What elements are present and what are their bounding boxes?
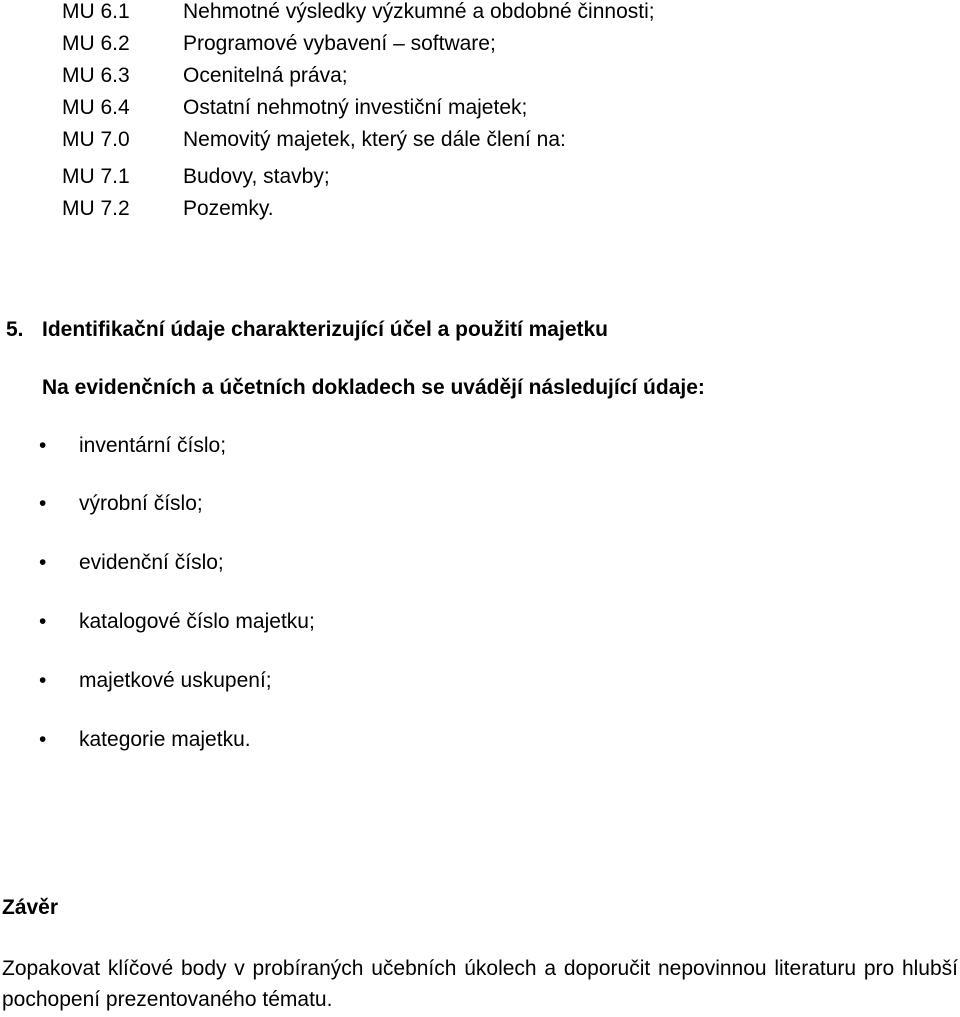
list-item-text: evidenční číslo; [79,551,224,574]
mu-code: MU 7.2 [62,197,130,220]
bullet-icon: • [39,434,47,457]
list-item-text: katalogové číslo majetku; [79,610,315,633]
list-item-text: výrobní číslo; [79,492,203,515]
mu-code: MU 6.4 [62,96,130,119]
mu-code: MU 6.1 [62,0,130,23]
bullet-icon: • [39,610,47,633]
mu-code: MU 6.2 [62,32,130,55]
mu-description: Nemovitý majetek, který se dále člení na: [183,128,566,151]
mu-description: Pozemky. [183,197,274,220]
list-item-text: kategorie majetku. [79,728,251,751]
list-item-text: inventární číslo; [79,434,227,457]
bullet-icon: • [39,728,47,751]
conclusion-paragraph: Zopakovat klíčové body v probíraných učebních úkolech a doporučit nepovinnou literaturu pro hlubší pochopení prezentovaného tématu. [2,957,958,1011]
bullet-icon: • [39,551,47,574]
section-5-heading [6,316,608,344]
section-number: 5. [6,318,24,341]
mu-description: Ocenitelná práva; [183,64,348,87]
mu-description: Nehmotné výsledky výzkumné a obdobné činnosti; [183,0,655,23]
mu-code: MU 7.1 [62,165,130,188]
mu-description: Budovy, stavby; [183,165,330,188]
mu-code: MU 7.0 [62,128,130,151]
section-intro: Na evidenčních a účetních dokladech se uvádějí následující údaje: [42,376,705,399]
bullet-icon: • [39,669,47,692]
list-item-text: majetkové uskupení; [79,669,272,692]
mu-description: Ostatní nehmotný investiční majetek; [183,96,528,119]
bullet-icon: • [39,492,47,515]
conclusion-heading: Závěr [2,896,59,919]
section-title: Identifikační údaje charakterizující účel a použití majetku [42,318,608,341]
mu-code: MU 6.3 [62,64,130,87]
mu-description: Programové vybavení – software; [183,32,496,55]
